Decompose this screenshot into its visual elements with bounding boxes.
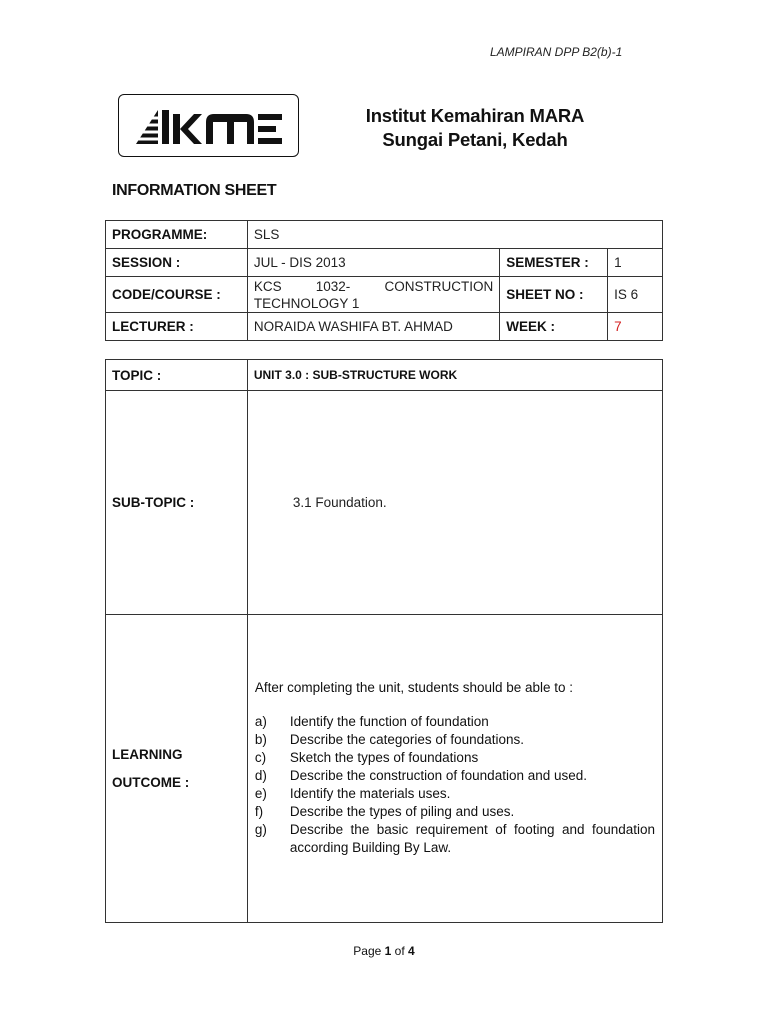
subtopic-label: SUB-TOPIC : xyxy=(106,391,248,615)
learning-outcome-content xyxy=(247,615,662,923)
programme-row xyxy=(106,221,663,249)
page-total: 4 xyxy=(408,944,415,958)
outcome-text: Sketch the types of foundations xyxy=(289,750,479,765)
learning-outcome-intro: After completing the unit, students should be able to : xyxy=(254,680,574,695)
sheet-no-value: IS 6 xyxy=(608,277,663,313)
document-reference: LAMPIRAN DPP B2(b)-1 xyxy=(490,45,623,59)
institute-name xyxy=(330,104,620,152)
outcome-key: e) xyxy=(254,786,267,801)
course-value-line-2: TECHNOLOGY 1 xyxy=(253,295,360,311)
outcome-text: Describe the construction of foundation and used. xyxy=(289,768,588,783)
outcome-key: b) xyxy=(254,732,267,747)
session-row xyxy=(106,249,663,277)
subtopic-row xyxy=(106,391,663,615)
week-label: WEEK : xyxy=(500,313,608,341)
outcome-item xyxy=(255,803,655,821)
outcome-item xyxy=(255,785,655,803)
session-value: JUL - DIS 2013 xyxy=(247,249,499,277)
of-word: of xyxy=(394,944,405,958)
info-table xyxy=(105,220,663,341)
learning-outcome-label-line-2: OUTCOME : xyxy=(112,774,190,790)
lecturer-value: NORAIDA WASHIFA BT. AHMAD xyxy=(247,313,499,341)
outcome-text: Describe the categories of foundations. xyxy=(289,732,524,747)
outcome-text: Identify the materials uses. xyxy=(289,786,451,801)
course-value-line-1: KCS 1032- CONSTRUCTION xyxy=(253,278,494,294)
outcome-key: c) xyxy=(254,750,267,765)
outcome-text: Identify the function of foundation xyxy=(289,714,489,729)
learning-outcome-label xyxy=(106,615,248,923)
course-row xyxy=(106,277,663,313)
session-label: SESSION : xyxy=(106,249,248,277)
semester-label: SEMESTER : xyxy=(500,249,608,277)
outcome-item xyxy=(255,821,655,857)
institute-line-2: Sungai Petani, Kedah xyxy=(382,129,568,150)
institute-line-1: Institut Kemahiran MARA xyxy=(365,105,585,126)
week-value: 7 xyxy=(608,313,663,341)
outcome-item xyxy=(255,713,655,731)
page-footer xyxy=(0,944,768,958)
sheet-no-label: SHEET NO : xyxy=(500,277,608,313)
programme-value: SLS xyxy=(247,221,662,249)
topic-row xyxy=(106,360,663,391)
learning-outcome-label-line-1: LEARNING xyxy=(112,746,183,762)
outcome-key: a) xyxy=(254,714,267,729)
outcome-key: g) xyxy=(254,822,267,837)
subtopic-value: 3.1 Foundation. xyxy=(247,391,662,615)
outcome-text: Describe the types of piling and uses. xyxy=(289,804,515,819)
learning-outcome-list xyxy=(255,713,655,857)
outcome-key: d) xyxy=(254,768,267,783)
page-current: 1 xyxy=(384,944,392,958)
lecturer-row xyxy=(106,313,663,341)
topic-label: TOPIC : xyxy=(106,360,248,391)
outcome-key: f) xyxy=(254,804,264,819)
ikm-logo-graphic xyxy=(134,104,284,148)
topic-value: UNIT 3.0 : SUB-STRUCTURE WORK xyxy=(247,360,662,391)
page-word: Page xyxy=(353,944,382,958)
semester-value: 1 xyxy=(608,249,663,277)
outcome-item xyxy=(255,767,655,785)
course-value xyxy=(247,277,499,313)
outcome-item xyxy=(255,731,655,749)
course-label: CODE/COURSE : xyxy=(106,277,248,313)
learning-outcome-row xyxy=(106,615,663,923)
outcome-text: Describe the basic requirement of footing and foundation according Building By Law. xyxy=(289,822,655,855)
sheet-title: INFORMATION SHEET xyxy=(112,182,277,199)
programme-label: PROGRAMME: xyxy=(106,221,248,249)
lecturer-label: LECTURER : xyxy=(106,313,248,341)
topic-table xyxy=(105,359,663,923)
outcome-item xyxy=(255,749,655,767)
ikm-logo xyxy=(118,94,299,157)
